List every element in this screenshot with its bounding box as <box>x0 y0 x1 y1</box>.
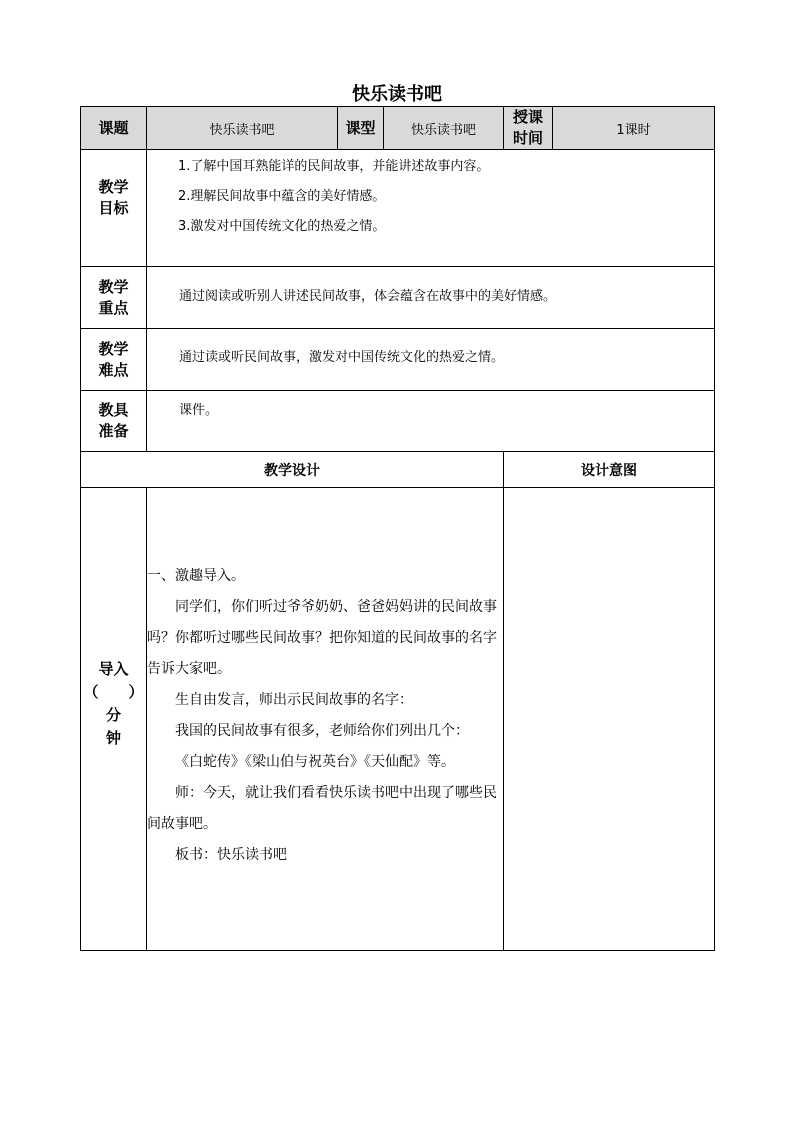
section-header-row <box>81 452 715 488</box>
intro-intent-content <box>504 488 715 951</box>
tools-label <box>81 391 147 452</box>
intro-design-content <box>147 488 504 951</box>
difficulties-text: 通过读或听民间故事，激发对中国传统文化的热爱之情。 <box>147 329 715 391</box>
lesson-plan-table <box>80 106 715 951</box>
tools-text: 课件。 <box>147 391 715 452</box>
design-header: 教学设计 <box>81 452 504 488</box>
difficulties-label-line-2: 难点 <box>98 360 129 379</box>
goals-label-line-1: 教学 <box>98 178 129 196</box>
time-label <box>504 107 553 150</box>
design-paragraph: 师：今天，就让我们看看快乐读书吧中出现了哪些民间故事吧。 <box>147 785 497 832</box>
goal-item: 3.激发对中国传统文化的热爱之情。 <box>178 219 386 234</box>
design-paragraph: 生自由发言，师出示民间故事的名字： <box>175 692 413 708</box>
key-points-label-line-2: 重点 <box>98 298 129 317</box>
header-row <box>81 107 715 150</box>
intro-row <box>81 488 715 951</box>
design-paragraph: 一、激趣导入。 <box>147 568 245 584</box>
tools-label-line-1: 教具 <box>98 401 129 419</box>
design-paragraph: 我国的民间故事有很多，老师给你们列出几个： <box>175 723 469 739</box>
intro-label-line-3: 钟 <box>105 729 121 747</box>
key-points-label <box>81 267 147 329</box>
intro-label <box>81 488 147 951</box>
goal-item: 1.了解中国耳熟能详的民间故事，并能讲述故事内容。 <box>178 159 490 174</box>
document-title: 快乐读书吧 <box>352 84 442 105</box>
time-value: 1课时 <box>553 107 715 150</box>
intro-label-line-2: （ ）分 <box>83 683 144 724</box>
key-points-text: 通过阅读或听别人讲述民间故事，体会蕴含在故事中的美好情感。 <box>147 267 715 329</box>
goal-item: 2.理解民间故事中蕴含的美好情感。 <box>178 189 386 204</box>
key-points-label-line-1: 教学 <box>98 277 129 296</box>
topic-label: 课题 <box>81 107 147 150</box>
goals-content <box>147 150 715 267</box>
intro-label-line-1: 导入 <box>98 660 129 678</box>
time-label-line-2: 时间 <box>512 129 543 147</box>
goals-label-line-2: 目标 <box>98 199 129 217</box>
tools-row <box>81 391 715 452</box>
design-paragraph: 板书：快乐读书吧 <box>175 847 287 863</box>
design-paragraph: 同学们，你们听过爷爷奶奶、爸爸妈妈讲的民间故事吗？你都听过哪些民间故事？把你知道的民间故事的名字告诉大家吧。 <box>147 599 497 677</box>
time-label-line-1: 授课 <box>512 108 543 126</box>
tools-label-line-2: 准备 <box>98 422 129 440</box>
difficulties-row <box>81 329 715 391</box>
goals-row <box>81 150 715 267</box>
type-label: 课型 <box>338 107 384 150</box>
difficulties-label <box>81 329 147 391</box>
type-value: 快乐读书吧 <box>384 107 504 150</box>
intent-header: 设计意图 <box>504 452 715 488</box>
topic-value: 快乐读书吧 <box>147 107 338 150</box>
difficulties-label-line-1: 教学 <box>98 339 129 358</box>
design-paragraph: 《白蛇传》《梁山伯与祝英台》《天仙配》等。 <box>175 754 455 770</box>
goals-label <box>81 150 147 267</box>
key-points-row <box>81 267 715 329</box>
